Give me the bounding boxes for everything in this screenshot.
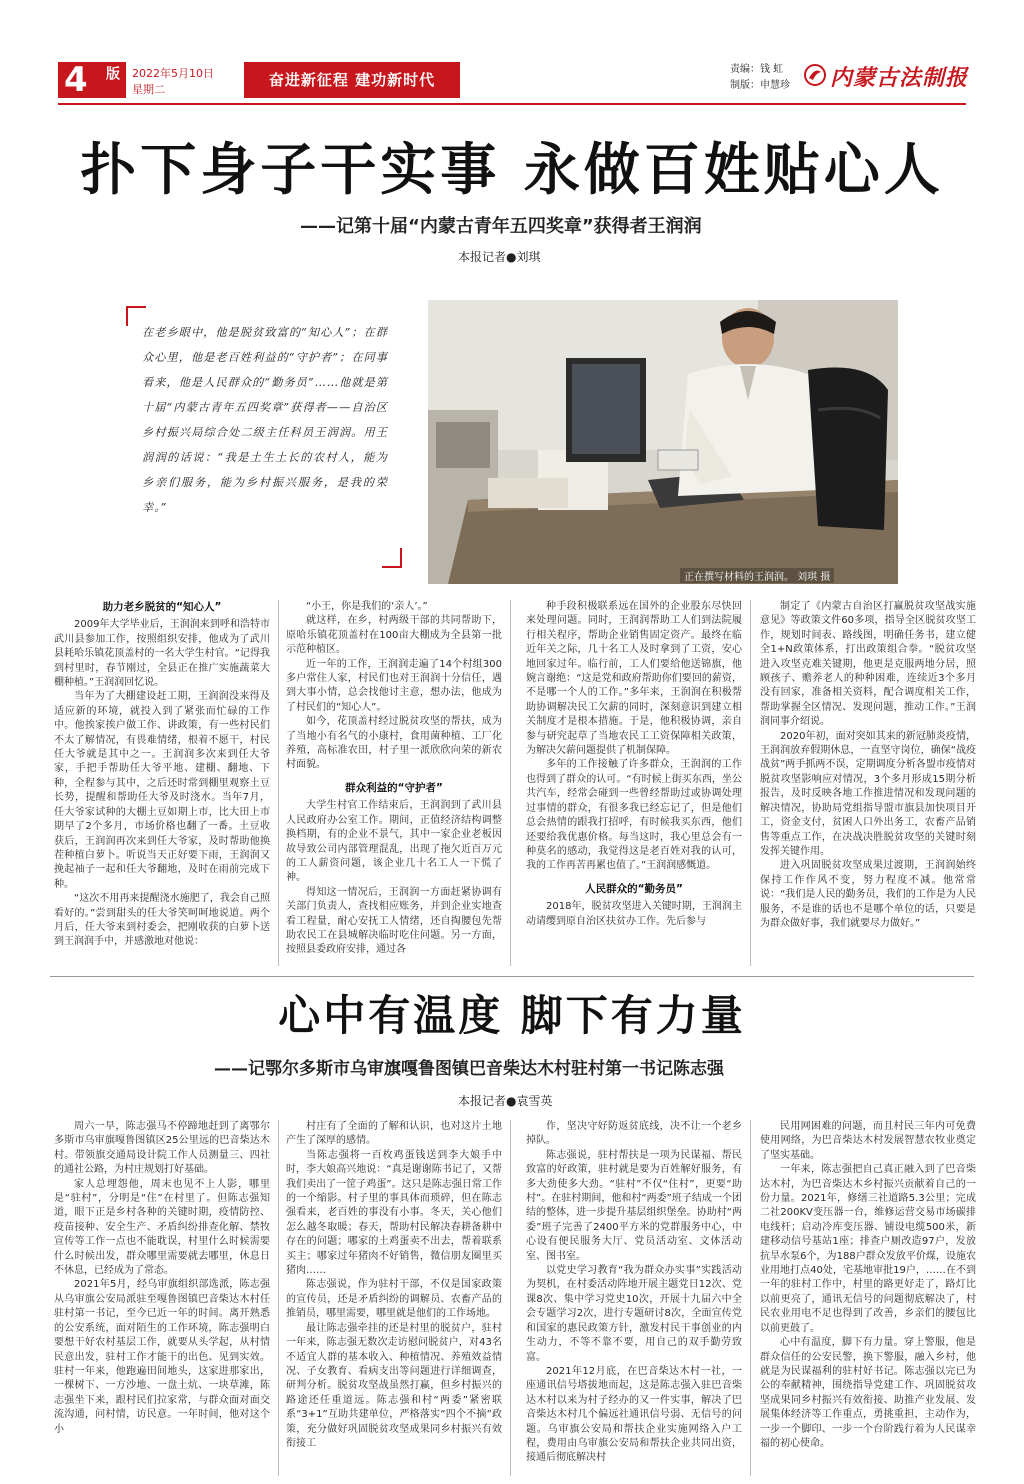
paragraph: 一年来，陈志强把自己真正融入到了巴音柴达木村，为巴音柴达木乡村振兴贡献着自己的一份力量。2021年，修缮三社道路5.3公里；完成二社200KV变压器一台，维修运营交易市场碳排电线杆；启动冷库变压器、铺设电缆500米，新建移动信号基站1座；排查户厕改造97户，发放抗旱水泵6个，为188户群众发放平价煤，设施农业用地打点40处，宅基地审批19户，……在不到一年的驻村工作中，村里的路更好走了，路灯比以前更亮了，通讯无信号的问题彻底解决了，村民农业用电不足也得到了改善，乡亲们的腰包比以前更鼓了。 xyxy=(760,1164,976,1334)
paragraph: 得知这一情况后，王润润一方面赶紧协调有关部门负责人，查找相应账务，并到企业实地查看工程量，耐心安抚工人情绪，还自掏腰包先帮助农民工在县城解决临时吃住问题。另一方面，按照县委政府安排，通过各 xyxy=(286,886,502,956)
paragraph: 大学生村官工作结束后，王润润到了武川县人民政府办公室工作。期间，正值经济结构调整换档期，有的企业不景气，其中一家企业老板因故导致公司内部管理混乱，出现了拖欠近百万元的工人薪资问题，该企业几十名工人一下慌了神。 xyxy=(286,800,502,884)
article1-photo-caption: 正在撰写材料的王润润。 刘琪 摄 xyxy=(680,568,834,583)
newspaper-logo-icon xyxy=(804,64,826,86)
issue-date: 2022年5月10日 xyxy=(132,67,214,80)
paragraph: 如今，花顶盖村经过脱贫攻坚的帮扶，成为了当地小有名气的小康村，食用菌种植、工厂化养殖，高标准农田，村子里一派欣欣向荣的新农村面貌。 xyxy=(286,716,502,771)
paragraph: 作，坚决守好防返贫底线，决不让一个老乡掉队。 xyxy=(526,1121,742,1147)
paragraph: 当陈志强将一百枚鸡蛋钱送到李大娘手中时，李大娘高兴地说：“真是谢谢陈书记了，又帮我们卖出了一筐子鸡蛋”。这只是陈志强日常工作的一个缩影。村子里的事具体而琐碎，但在陈志强看来，老百姓的事没有小事。冬天，关心他们怎么越冬取暖；春天，帮助村民解决春耕备耕中存在的问题；哪家的土鸡蛋卖不出去，帮着联系买主；哪家过年猪肉不好销售，微信朋友圈里买猪肉…… xyxy=(286,1149,502,1277)
paragraph: 陈志强说，驻村帮扶是一项为民谋福、帮民致富的好政策，驻村就是要为百姓解好服务，有多大劲使多大劲。“驻村”不仅“住村”，更要“助村”。在驻村期间，他和村“两委”班子结成一个团结的整体，进一步提升基层组织堡垒。协助村“两委”班子完善了2400平方米的党群服务中心，中心设有便民服务大厅、党员活动室、文体活动室、图书室。 xyxy=(526,1149,742,1262)
dateline xyxy=(132,66,214,98)
paragraph: 心中有温度，脚下有力量。穿上警服，他是群众信任的公安民警，换下警服，融入乡村，他就是为民谋福利的驻村好书记。陈志强以完已为公的奉献精神，围绕指导党建工作、巩固脱贫攻坚成果同乡村振兴有效衔接、助推产业发展、发展集体经济等工作重点，勇挑重担，主动作为，一步一个脚印、一步一个台阶践行着为人民谋幸福的初心使命。 xyxy=(760,1337,976,1449)
editor-credits xyxy=(730,62,790,94)
paragraph: 家人总埋怨他，周末也见不上人影，哪里是“驻村”，分明是“住”在村里了。但陈志强知道，眼下正是乡村各种的关键时期，疫情防控、疫苗接种、安全生产、矛盾纠纷排查化解、禁牧宣传等工作一点也不能耽误，村里什么时候需要什么时候出发，群众哪里需要就去哪里，休息日不休息，已经成为了常态。 xyxy=(54,1178,270,1277)
paragraph: 制定了《内蒙古自治区打赢脱贫攻坚战实施意见》等政策文件60多项，指导全区脱贫攻坚工作，规划时间表、路线图，明确任务书，建立健全1+N政策体系，打出政策组合拳。“脱贫攻坚进入攻坚克难关键期，他更是克服两地分居，照顾孩子、赡养老人的种种困难，连续近3个多月没有回家，准备相关资料，配合调度相关工作，帮助掌握全区情况、发现问题，推动工作。”王润润同事介绍说。 xyxy=(760,601,976,728)
section-heading: 助力老乡脱贫的“知心人” xyxy=(102,601,222,613)
producer-name: 制版：申慧珍 xyxy=(730,80,790,91)
column-separator xyxy=(750,1120,751,1476)
article2-column-3 xyxy=(526,1120,742,1476)
article1-intro-text: 在老乡眼中，他是脱贫致富的“知心人”；在群众心里，他是老百姓利益的“守护者”；在同事看来，他是人民群众的“勤务员”……他就是第十届“内蒙古青年五四奖章”获得者——自治区乡村振兴局综合处二级主任科员王润润。用王润润的话说：“我是土生土长的农村人，能为乡亲们服务，能为乡村振兴服务，是我的荣幸。” xyxy=(142,326,388,514)
column-separator xyxy=(510,600,511,966)
article1-column-2 xyxy=(286,600,502,970)
issue-weekday: 星期二 xyxy=(132,83,165,96)
page-suffix: 版 xyxy=(104,66,120,81)
column-separator xyxy=(278,600,279,966)
article1-subheadline: ——记第十届“内蒙古青年五四奖章”获得者王润润 xyxy=(300,216,702,237)
newspaper-name: 内蒙古法制报 xyxy=(830,65,969,91)
paragraph: 近一年的工作，王润润走遍了14个村组300多户常住人家，村民们也对王润润十分信任，遇到大事小情，总会找他讨主意，想办法，他成为了村民们的“知心人”。 xyxy=(286,658,502,713)
section-heading: 人民群众的“勤务员” xyxy=(585,882,683,895)
paragraph: 进入巩固脱贫攻坚成果过渡期，王润润始终保持工作作风不变，努力程度不减。他常常说：“我们是人民的勤务员，我们的工作是为人民服务，不是谁的话也不是哪个单位的话，只要是为群众做好事，我们就要尽力做好。” xyxy=(760,860,976,929)
paragraph: 多年的工作接触了许多群众，王润润的工作也得到了群众的认可。“有时候上街买东西，坐公共汽车，经常会碰到一些曾经帮助过或协调处理过事情的群众，有很多我已经忘记了，但是他们总会热情的跟我打招呼，有时候我买东西，他们还要给我优惠价格。每当这时，我心里总会有一种莫名的感动，我觉得这是老百姓对我的认可，我的工作再苦再累也值了。”王润润感慨道。 xyxy=(526,759,742,872)
article2-column-2 xyxy=(286,1120,502,1476)
article1-intro-box xyxy=(126,306,402,568)
corner-bracket-bottom-right xyxy=(382,548,402,568)
article2-headline: 心中有温度 脚下有力量 xyxy=(278,991,746,1040)
article2-column-4 xyxy=(760,1120,976,1476)
paragraph: 2009年大学毕业后，王润润来到呼和浩特市武川县参加工作，按照组织安排，他成为了武川县耗哈乐镇花顶盖村的一名大学生村官。“记得我到村里时，春节刚过，全县正在推广实施蔬菜大棚种植。”王润润回忆说。 xyxy=(54,619,270,689)
editor-name: 责编：钱 虹 xyxy=(730,64,784,75)
column-separator xyxy=(750,600,751,966)
paragraph: 民用网困难的问题，而且村民三年内可免费使用网络，为巴音柴达木村发展智慧农牧业奠定了坚实基础。 xyxy=(760,1121,976,1161)
article-divider xyxy=(50,976,974,977)
page-number-box xyxy=(58,62,126,98)
section-heading: 群众利益的“守护者” xyxy=(345,781,443,794)
article2-column-1 xyxy=(54,1120,270,1476)
paragraph: 以党史学习教育“我为群众办实事”实践活动为契机，在村委活动阵地开展主题党日12次、党课8次、集中学习党史10次，开展十九届六中全会专题学习2次，进行专题研讨8次，全面宣传党和国家的惠民政策方针，激发村民干事创业的内生动力，不等不靠不要，用自己的双手勤劳致富。 xyxy=(526,1265,742,1363)
paragraph: 最让陈志强牵挂的还是村里的脱贫户，驻村一年来，陈志强无数次走访慰问脱贫户，对43名不适宜人群的基本收入、种植情况、养殖效益情况、子女教育、看病支出等问题进行详细调查，研判分析。脱贫攻坚战虽然打赢，但乡村振兴的路途还任重道远。陈志强和村“两委”紧密联系“3+1”互助共建单位，严格落实“四个不摘”政策，充分做好巩固脱贫攻坚成果同乡村振兴有效衔接工 xyxy=(286,1322,502,1449)
article1-column-1 xyxy=(54,600,270,970)
paragraph: 2021年5月，经乌审旗组织部选派，陈志强从乌审旗公安局派驻至嘎鲁图镇巴音柴达木村任驻村第一书记，至今已近一年的时间。离开熟悉的公安系统，面对陌生的工作环境，陈志强明白要想干好农村基层工作，就要从头学起，从村情民意出发，驻村工作才能干的出色、见到实效。驻村一年来，他跑遍田间地头，这家进那家出，一棵树下、一方沙地、一盘土炕、一块草滩，陈志强坐下来，跟村民们拉家常，与群众面对面交流沟通，问村情，访民意。一年时间，他对这个小 xyxy=(54,1279,270,1435)
article2-subheadline: ——记鄂尔多斯市乌审旗嘎鲁图镇巴音柴达木村驻村第一书记陈志强 xyxy=(214,1059,724,1079)
column-separator xyxy=(510,1120,511,1476)
paragraph: 2021年12月底，在巴音柴达木村一社，一座通讯信号塔拔地而起，这是陈志强入驻巴音柴达木村以来为村子经办的又一件实事，解决了巴音柴达木村几个偏远社通讯信号弱、无信号的问题。乌审旗公安局和帮扶企业实施网络入户工程，费用由乌审旗公安局和帮扶企业共同出资，接通后彻底解决村 xyxy=(526,1365,742,1464)
paragraph: 就这样，在乡，村两级干部的共同帮助下，原哈乐镇花顶盖村在100亩大棚成为全县第一批示范种植区。 xyxy=(286,615,502,656)
column-separator xyxy=(278,1120,279,1476)
paragraph: “这次不用再来提醒浇水施肥了，我会自己照看好的。”尝到甜头的任大爷笑呵呵地说道。两个月后，任大爷来到村委会，把刚收获的白萝卜送到王润润手中，并感激地对他说： xyxy=(54,893,270,948)
section-slogan: 奋进新征程 建功新时代 xyxy=(244,62,460,98)
paragraph: “小王，你是我们的‘亲人’。” xyxy=(306,601,428,612)
paragraph: 2020年初，面对突如其来的新冠肺炎疫情，王润润放弃假期休息，一直坚守岗位，确保“战疫战贫”两手抓两不误，定期调度分析各盟市疫情对脱贫攻坚影响应对情况，3个多月形成15期分析报告，及时反映各地工作推进情况和发现问题的解决情况，协助局党组指导盟市旗县加快项目开工，资金支付，贫困人口外出务工，农畜产品销售等重点工作，在决战决胜脱贫攻坚的关键时刻发挥关键作用。 xyxy=(760,730,976,857)
paragraph: 陈志强说，作为驻村干部，不仅是国家政策的宣传员，还是矛盾纠纷的调解员、农畜产品的推销员，哪里需要，哪里就是他们的工作场地。 xyxy=(286,1279,502,1320)
paragraph: 2018年，脱贫攻坚进入关键时期，王润润主动请缨到原自治区扶贫办工作。先后参与 xyxy=(526,901,742,927)
paragraph: 周六一早，陈志强马不停蹄地赶到了离鄂尔多斯市乌审旗嘎鲁图镇区25公里远的巴音柴达木村。带领旗交通局设计院工作人员测量三、四社的通社公路，为村庄规划打好基础。 xyxy=(54,1121,270,1176)
article1-byline: 本报记者●刘琪 xyxy=(458,250,541,264)
article1-photo xyxy=(428,300,898,584)
article1-column-4 xyxy=(760,600,976,970)
article1-headline: 扑下身子干实事 永做百姓贴心人 xyxy=(80,138,944,203)
paragraph: 种手段积极联系远在国外的企业股东尽快回来处理问题。同时，王润润帮助工人们到法院履行相关程序，帮助企业销售固定资产。最终在临近年关之际，几十名工人及时拿到了工资，安心地回家过年。临行前，工人们要给他送锦旗，他婉言谢绝：“这是党和政府帮助你们要回的薪资，不是哪一个人的工作。”多年来，王润润在积极帮助协调解决民工欠薪的同时，深刻意识到建立相关制度才是根本措施。于是，他积极协调，亲自参与研究起草了当地农民工工资保障相关政策，为解决欠薪问题提供了机制保障。 xyxy=(526,601,742,757)
article1-column-3 xyxy=(526,600,742,970)
paragraph: 当年为了大棚建设赶工期，王润润没来得及适应新的环境，就投入到了紧张而忙碌的工作中。他挨家挨户做工作、讲政策，有一些村民们不太了解情况，有畏难情绪，根着不愿干，村民任大爷就是其中之一。王润润多次来到任大爷家，手把手帮助任大爷平地、建棚、翻地、下种，全程参与其中，之后还时常到棚里观察土豆长势，提醒和帮助任大爷及时浇水。当年7月，任大爷家试种的大棚土豆如期上市，比大田上市期早了2个多月，市场价格也翻了一番。土豆收获后，王润润再次来到任大爷家，及时帮助他换茬种植白萝卜。听说当天正好要下雨，王润润又挽起袖子一起和任大爷翻地，及时在雨前完成下种。 xyxy=(54,691,270,890)
article2-byline: 本报记者●袁雪英 xyxy=(458,1094,553,1108)
page-number: 4 xyxy=(64,60,88,100)
paragraph: 村庄有了全面的了解和认识，也对这片土地产生了深厚的感情。 xyxy=(286,1121,502,1147)
masthead-rule xyxy=(58,103,966,105)
